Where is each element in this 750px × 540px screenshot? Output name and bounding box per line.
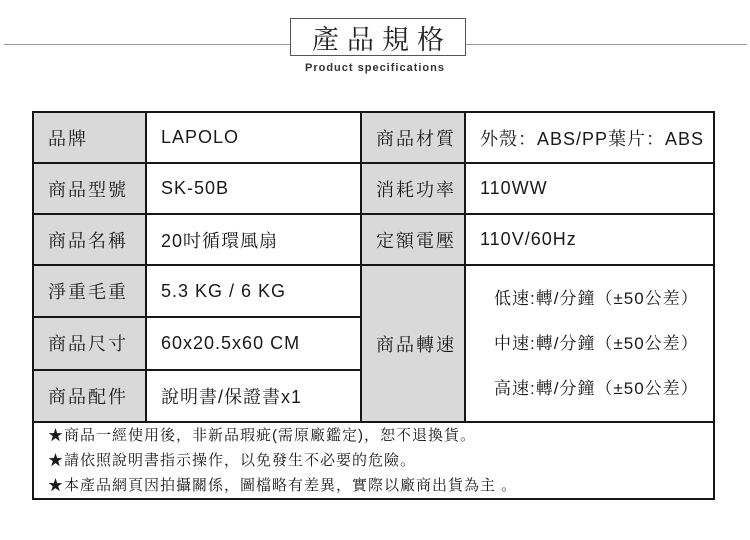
table-row-name-voltage: [33, 214, 714, 265]
spec-label-speed: 商品轉速: [361, 265, 465, 422]
spec-label-accessories: 商品配件: [33, 370, 146, 422]
note-line-1: ★商品一經使用後，非新品瑕疵(需原廠鑑定)，恕不退換貨。: [48, 427, 476, 444]
note-line-2: ★請依照說明書指示操作，以免發生不必要的危險。: [48, 452, 417, 469]
table-row-brand-material: [33, 112, 714, 163]
spec-value-weight: 5.3 KG / 6 KG: [146, 265, 361, 317]
spec-label-model: 商品型號: [33, 163, 146, 214]
header-divider-left: [4, 44, 290, 45]
table-row-model-power: [33, 163, 714, 214]
title-box: [290, 18, 466, 56]
spec-value-voltage: 110V/60Hz: [465, 214, 714, 265]
spec-value-brand: LAPOLO: [146, 112, 361, 163]
speed-values-stack: [480, 266, 713, 421]
spec-label-voltage: 定額電壓: [361, 214, 465, 265]
spec-value-power: 110WW: [465, 163, 714, 214]
note-line-3: ★本產品網頁因拍攝關係，圖檔略有差異，實際以廠商出貨為主 。: [48, 477, 518, 494]
spec-table: [32, 111, 715, 500]
table-row-weight-speed: [33, 265, 714, 317]
spec-value-speed: [465, 265, 714, 422]
spec-value-model: SK-50B: [146, 163, 361, 214]
speed-low: 低速:轉/分鐘（±50公差）: [494, 289, 699, 308]
spec-label-material: 商品材質: [361, 112, 465, 163]
notes-cell: [33, 422, 714, 499]
page-subtitle: Product specifications: [305, 62, 445, 74]
spec-label-weight: 淨重毛重: [33, 265, 146, 317]
spec-value-accessories: 說明書/保證書x1: [146, 370, 361, 422]
spec-label-power: 消耗功率: [361, 163, 465, 214]
header-divider-right: [466, 44, 747, 45]
spec-value-size: 60x20.5x60 CM: [146, 317, 361, 369]
spec-value-name: 20吋循環風扇: [146, 214, 361, 265]
spec-label-size: 商品尺寸: [33, 317, 146, 369]
speed-high: 高速:轉/分鐘（±50公差）: [494, 379, 699, 398]
spec-label-brand: 品牌: [33, 112, 146, 163]
page-title: 產品規格: [312, 24, 452, 55]
speed-mid: 中速:轉/分鐘（±50公差）: [494, 334, 699, 353]
spec-label-name: 商品名稱: [33, 214, 146, 265]
table-row-notes: [33, 422, 714, 499]
spec-value-material: 外殼：ABS/PP葉片：ABS: [465, 112, 714, 163]
